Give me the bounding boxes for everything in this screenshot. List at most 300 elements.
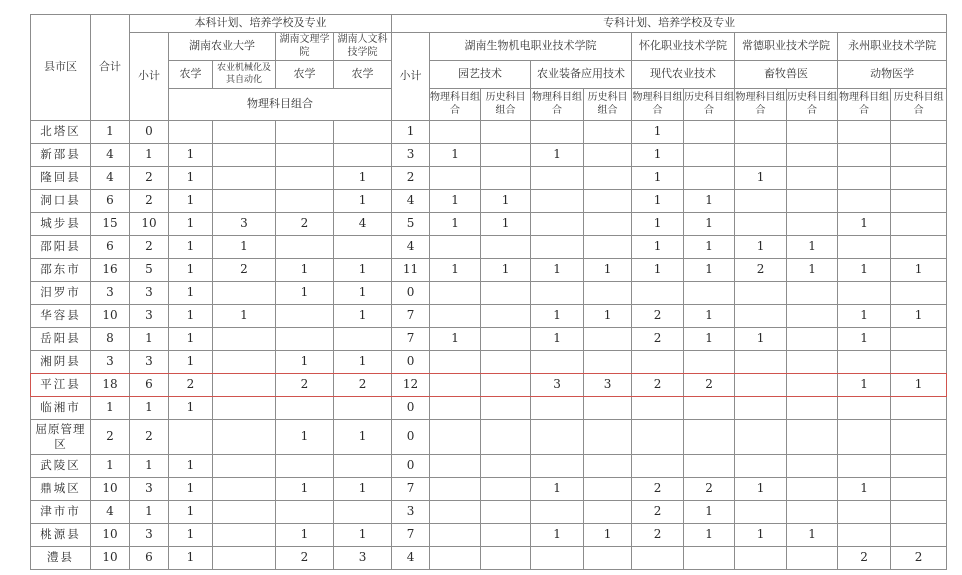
value-cell: 1 — [169, 524, 213, 547]
value-cell — [213, 351, 276, 374]
value-cell: 1 — [430, 144, 481, 167]
value-cell — [430, 282, 481, 305]
value-cell — [891, 524, 947, 547]
value-cell — [276, 144, 334, 167]
value-cell: 1 — [684, 501, 735, 524]
county-cell: 鼎城区 — [31, 478, 91, 501]
table-row — [31, 351, 947, 374]
value-cell: 1 — [130, 501, 169, 524]
county-cell: 洞口县 — [31, 190, 91, 213]
value-cell: 2 — [169, 374, 213, 397]
value-cell: 1 — [169, 305, 213, 328]
value-cell: 8 — [91, 328, 130, 351]
value-cell: 2 — [334, 374, 392, 397]
value-cell: 1 — [276, 420, 334, 455]
value-cell: 6 — [91, 236, 130, 259]
value-cell: 1 — [584, 305, 632, 328]
school-hunan-agricultural-university: 湖南农业大学 — [169, 33, 276, 61]
value-cell: 2 — [276, 213, 334, 236]
value-cell: 1 — [334, 420, 392, 455]
value-cell — [481, 121, 531, 144]
value-cell — [276, 305, 334, 328]
major-animal-husbandry: 畜牧兽医 — [735, 61, 838, 89]
value-cell — [838, 420, 891, 455]
value-cell: 1 — [838, 328, 891, 351]
value-cell: 1 — [169, 478, 213, 501]
value-cell — [481, 374, 531, 397]
value-cell — [481, 420, 531, 455]
combo-history-3: 历史科目组合 — [684, 89, 735, 121]
value-cell: 1 — [891, 374, 947, 397]
table-row — [31, 282, 947, 305]
undergrad-subtotal-header: 小计 — [130, 33, 169, 121]
value-cell: 1 — [130, 144, 169, 167]
combo-physics-3: 物理科目组合 — [632, 89, 684, 121]
value-cell: 1 — [169, 144, 213, 167]
value-cell: 6 — [130, 374, 169, 397]
value-cell: 10 — [130, 213, 169, 236]
value-cell — [481, 236, 531, 259]
value-cell: 10 — [91, 547, 130, 570]
value-cell — [276, 236, 334, 259]
value-cell — [787, 213, 838, 236]
value-cell — [584, 478, 632, 501]
value-cell: 1 — [430, 328, 481, 351]
value-cell — [632, 282, 684, 305]
value-cell: 3 — [130, 478, 169, 501]
table-row — [31, 259, 947, 282]
value-cell — [276, 397, 334, 420]
value-cell — [891, 478, 947, 501]
value-cell — [276, 190, 334, 213]
table-row — [31, 144, 947, 167]
combo-physics-5: 物理科目组合 — [838, 89, 891, 121]
value-cell: 6 — [91, 190, 130, 213]
value-cell: 4 — [91, 144, 130, 167]
combo-history-4: 历史科目组合 — [787, 89, 838, 121]
table-row — [31, 121, 947, 144]
value-cell — [334, 455, 392, 478]
value-cell — [684, 144, 735, 167]
county-cell: 平江县 — [31, 374, 91, 397]
table-row — [31, 501, 947, 524]
value-cell: 3 — [130, 524, 169, 547]
value-cell — [276, 167, 334, 190]
value-cell: 7 — [392, 305, 430, 328]
table-row — [31, 328, 947, 351]
value-cell — [213, 282, 276, 305]
value-cell: 10 — [91, 524, 130, 547]
value-cell: 2 — [891, 547, 947, 570]
value-cell — [430, 236, 481, 259]
total-column-header: 合计 — [91, 15, 130, 121]
county-cell: 澧县 — [31, 547, 91, 570]
value-cell — [735, 144, 787, 167]
value-cell: 1 — [481, 259, 531, 282]
value-cell — [891, 190, 947, 213]
value-cell — [838, 236, 891, 259]
value-cell: 1 — [787, 236, 838, 259]
value-cell: 1 — [334, 259, 392, 282]
value-cell: 2 — [684, 374, 735, 397]
value-cell: 1 — [838, 374, 891, 397]
value-cell: 1 — [684, 305, 735, 328]
table-row — [31, 305, 947, 328]
value-cell: 1 — [891, 305, 947, 328]
value-cell — [838, 167, 891, 190]
value-cell — [481, 282, 531, 305]
value-cell: 1 — [632, 213, 684, 236]
value-cell — [891, 213, 947, 236]
value-cell — [334, 144, 392, 167]
table-row — [31, 213, 947, 236]
table-row — [31, 547, 947, 570]
value-cell: 1 — [430, 259, 481, 282]
value-cell — [632, 351, 684, 374]
value-cell: 3 — [130, 282, 169, 305]
value-cell — [584, 501, 632, 524]
value-cell: 2 — [838, 547, 891, 570]
value-cell: 4 — [392, 190, 430, 213]
value-cell — [838, 455, 891, 478]
value-cell: 2 — [276, 547, 334, 570]
value-cell: 1 — [169, 397, 213, 420]
value-cell — [213, 121, 276, 144]
value-cell — [891, 397, 947, 420]
value-cell: 2 — [632, 328, 684, 351]
value-cell — [430, 121, 481, 144]
value-cell: 7 — [392, 524, 430, 547]
value-cell — [531, 213, 584, 236]
value-cell: 1 — [481, 190, 531, 213]
value-cell: 1 — [684, 524, 735, 547]
value-cell: 1 — [169, 282, 213, 305]
quota-table-page — [30, 14, 946, 570]
value-cell: 3 — [130, 305, 169, 328]
value-cell — [735, 547, 787, 570]
value-cell — [787, 121, 838, 144]
value-cell: 2 — [276, 374, 334, 397]
value-cell — [334, 121, 392, 144]
value-cell — [735, 190, 787, 213]
value-cell — [213, 144, 276, 167]
value-cell: 1 — [787, 524, 838, 547]
value-cell — [213, 524, 276, 547]
value-cell: 7 — [392, 328, 430, 351]
county-cell: 汨罗市 — [31, 282, 91, 305]
value-cell — [584, 167, 632, 190]
value-cell: 3 — [334, 547, 392, 570]
undergrad-subject-combo: 物理科目组合 — [169, 89, 392, 121]
county-cell: 新邵县 — [31, 144, 91, 167]
value-cell: 1 — [531, 328, 584, 351]
value-cell — [430, 547, 481, 570]
county-cell: 隆回县 — [31, 167, 91, 190]
value-cell: 1 — [334, 167, 392, 190]
value-cell: 1 — [684, 236, 735, 259]
value-cell — [787, 420, 838, 455]
major-agronomy-3: 农学 — [334, 61, 392, 89]
value-cell — [787, 455, 838, 478]
value-cell — [531, 455, 584, 478]
value-cell: 7 — [392, 478, 430, 501]
table-row — [31, 374, 947, 397]
value-cell — [891, 420, 947, 455]
county-column-header: 县市区 — [31, 15, 91, 121]
value-cell — [430, 455, 481, 478]
value-cell — [276, 501, 334, 524]
value-cell — [891, 455, 947, 478]
value-cell — [891, 501, 947, 524]
value-cell — [891, 328, 947, 351]
value-cell — [787, 478, 838, 501]
value-cell: 1 — [632, 236, 684, 259]
value-cell: 3 — [213, 213, 276, 236]
value-cell: 1 — [891, 259, 947, 282]
major-agronomy-2: 农学 — [276, 61, 334, 89]
value-cell: 1 — [632, 167, 684, 190]
school-changde-college: 常德职业技术学院 — [735, 33, 838, 61]
value-cell — [684, 351, 735, 374]
value-cell — [838, 524, 891, 547]
value-cell: 1 — [838, 305, 891, 328]
value-cell — [735, 351, 787, 374]
value-cell: 1 — [735, 328, 787, 351]
value-cell: 0 — [392, 351, 430, 374]
value-cell: 2 — [130, 236, 169, 259]
value-cell — [430, 167, 481, 190]
major-modern-agriculture: 现代农业技术 — [632, 61, 735, 89]
value-cell — [891, 351, 947, 374]
combo-physics-1: 物理科目组合 — [430, 89, 481, 121]
value-cell: 12 — [392, 374, 430, 397]
value-cell — [735, 121, 787, 144]
undergrad-group-header: 本科计划、培养学校及专业 — [130, 15, 392, 33]
value-cell: 1 — [130, 397, 169, 420]
value-cell: 1 — [684, 259, 735, 282]
value-cell: 1 — [838, 213, 891, 236]
value-cell — [787, 501, 838, 524]
value-cell — [735, 397, 787, 420]
value-cell: 1 — [838, 478, 891, 501]
value-cell — [213, 190, 276, 213]
value-cell — [584, 547, 632, 570]
value-cell — [838, 121, 891, 144]
value-cell — [213, 420, 276, 455]
value-cell — [481, 397, 531, 420]
table-row — [31, 524, 947, 547]
value-cell — [891, 282, 947, 305]
value-cell: 0 — [392, 397, 430, 420]
value-cell: 1 — [531, 478, 584, 501]
value-cell — [169, 420, 213, 455]
value-cell — [213, 547, 276, 570]
value-cell: 1 — [276, 351, 334, 374]
value-cell: 1 — [169, 259, 213, 282]
table-row — [31, 455, 947, 478]
table-row — [31, 190, 947, 213]
value-cell: 3 — [91, 351, 130, 374]
county-cell: 邵东市 — [31, 259, 91, 282]
value-cell — [584, 282, 632, 305]
value-cell: 2 — [130, 190, 169, 213]
value-cell: 1 — [169, 167, 213, 190]
value-cell — [584, 236, 632, 259]
value-cell: 2 — [632, 524, 684, 547]
value-cell: 1 — [276, 282, 334, 305]
value-cell: 1 — [276, 478, 334, 501]
value-cell: 1 — [632, 190, 684, 213]
value-cell — [430, 524, 481, 547]
value-cell: 1 — [430, 213, 481, 236]
value-cell: 1 — [531, 305, 584, 328]
value-cell: 0 — [130, 121, 169, 144]
value-cell — [531, 236, 584, 259]
value-cell: 1 — [169, 190, 213, 213]
value-cell — [531, 282, 584, 305]
value-cell: 10 — [91, 478, 130, 501]
value-cell — [481, 455, 531, 478]
value-cell — [632, 455, 684, 478]
combo-history-2: 历史科目组合 — [584, 89, 632, 121]
value-cell: 1 — [735, 524, 787, 547]
school-yongzhou-college: 永州职业技术学院 — [838, 33, 947, 61]
value-cell — [213, 374, 276, 397]
combo-physics-4: 物理科目组合 — [735, 89, 787, 121]
value-cell — [787, 190, 838, 213]
value-cell — [213, 478, 276, 501]
value-cell — [891, 144, 947, 167]
value-cell: 0 — [392, 420, 430, 455]
value-cell — [584, 190, 632, 213]
value-cell: 15 — [91, 213, 130, 236]
value-cell: 4 — [392, 236, 430, 259]
value-cell: 1 — [531, 524, 584, 547]
value-cell — [584, 397, 632, 420]
value-cell: 2 — [735, 259, 787, 282]
value-cell: 1 — [838, 259, 891, 282]
combo-history-1: 历史科目组合 — [481, 89, 531, 121]
value-cell — [169, 121, 213, 144]
combo-history-5: 历史科目组合 — [891, 89, 947, 121]
value-cell: 1 — [334, 478, 392, 501]
value-cell — [430, 305, 481, 328]
value-cell: 1 — [632, 121, 684, 144]
value-cell — [213, 501, 276, 524]
quota-table — [30, 14, 947, 570]
value-cell: 1 — [91, 397, 130, 420]
value-cell: 1 — [91, 121, 130, 144]
value-cell — [838, 282, 891, 305]
value-cell: 1 — [213, 305, 276, 328]
school-hunan-humanities-tech-university: 湖南人文科技学院 — [334, 33, 392, 61]
value-cell: 1 — [169, 501, 213, 524]
value-cell — [684, 547, 735, 570]
value-cell: 1 — [276, 524, 334, 547]
value-cell — [430, 501, 481, 524]
value-cell: 1 — [684, 190, 735, 213]
value-cell — [787, 397, 838, 420]
value-cell — [531, 420, 584, 455]
value-cell: 1 — [334, 351, 392, 374]
value-cell — [787, 305, 838, 328]
value-cell — [531, 190, 584, 213]
value-cell — [430, 351, 481, 374]
value-cell — [787, 547, 838, 570]
value-cell: 1 — [430, 190, 481, 213]
value-cell: 1 — [531, 259, 584, 282]
value-cell: 0 — [392, 455, 430, 478]
major-agronomy-1: 农学 — [169, 61, 213, 89]
value-cell — [531, 351, 584, 374]
value-cell — [276, 455, 334, 478]
value-cell: 1 — [169, 351, 213, 374]
county-cell: 屈原管理区 — [31, 420, 91, 455]
value-cell — [787, 351, 838, 374]
value-cell — [584, 328, 632, 351]
value-cell — [213, 397, 276, 420]
value-cell — [213, 455, 276, 478]
value-cell — [481, 144, 531, 167]
value-cell: 1 — [584, 524, 632, 547]
county-cell: 津市市 — [31, 501, 91, 524]
table-row — [31, 397, 947, 420]
value-cell: 4 — [392, 547, 430, 570]
major-veterinary-medicine: 动物医学 — [838, 61, 947, 89]
value-cell — [787, 328, 838, 351]
value-cell: 18 — [91, 374, 130, 397]
value-cell: 6 — [130, 547, 169, 570]
value-cell — [481, 524, 531, 547]
value-cell: 1 — [169, 236, 213, 259]
value-cell: 3 — [392, 501, 430, 524]
value-cell: 1 — [632, 259, 684, 282]
value-cell: 2 — [684, 478, 735, 501]
value-cell — [684, 121, 735, 144]
value-cell — [531, 121, 584, 144]
value-cell — [891, 167, 947, 190]
value-cell — [891, 236, 947, 259]
value-cell: 16 — [91, 259, 130, 282]
value-cell — [838, 144, 891, 167]
value-cell — [838, 190, 891, 213]
value-cell: 0 — [392, 282, 430, 305]
value-cell: 1 — [735, 236, 787, 259]
value-cell — [430, 374, 481, 397]
county-cell: 桃源县 — [31, 524, 91, 547]
value-cell: 1 — [276, 259, 334, 282]
county-cell: 华容县 — [31, 305, 91, 328]
value-cell — [787, 167, 838, 190]
table-row — [31, 478, 947, 501]
value-cell: 10 — [91, 305, 130, 328]
value-cell — [430, 420, 481, 455]
value-cell — [481, 478, 531, 501]
value-cell — [334, 328, 392, 351]
value-cell — [787, 282, 838, 305]
value-cell — [430, 397, 481, 420]
value-cell: 1 — [169, 455, 213, 478]
value-cell: 1 — [632, 144, 684, 167]
value-cell: 1 — [91, 455, 130, 478]
value-cell — [481, 305, 531, 328]
value-cell — [481, 351, 531, 374]
value-cell: 1 — [213, 236, 276, 259]
value-cell — [531, 501, 584, 524]
value-cell: 3 — [392, 144, 430, 167]
value-cell: 1 — [334, 282, 392, 305]
value-cell: 5 — [130, 259, 169, 282]
